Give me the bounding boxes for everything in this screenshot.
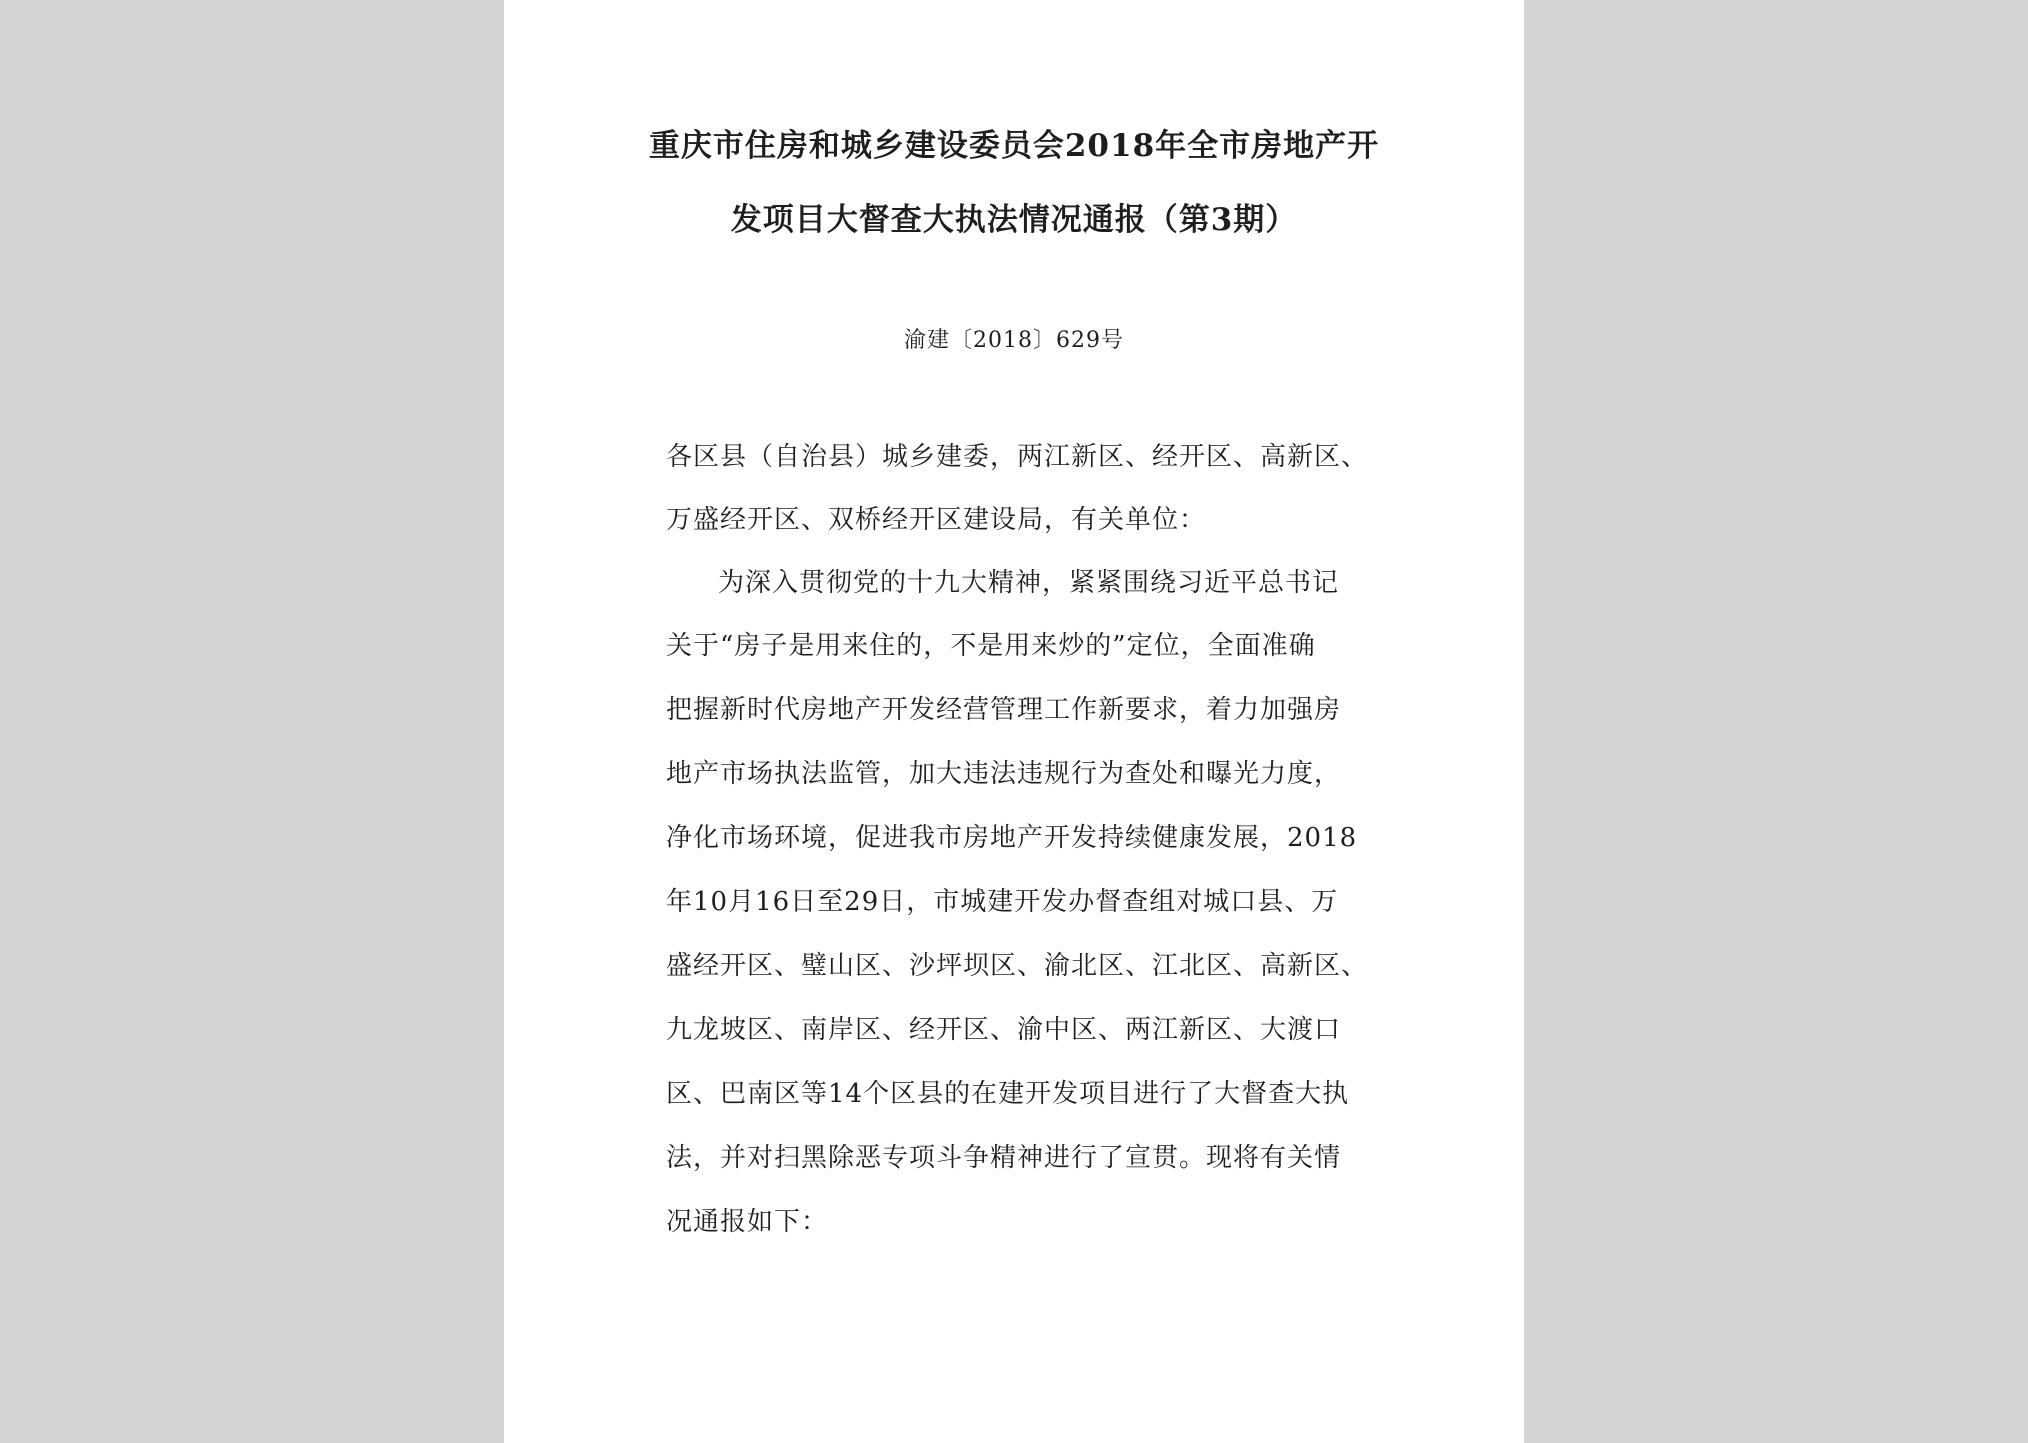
document-title-line-1: 重庆市住房和城乡建设委员会2018年全市房地产开: [648, 128, 1380, 164]
addressee-line-2: 万盛经开区、双桥经开区建设局，有关单位：: [666, 505, 1207, 535]
paragraph-line: 年10月16日至29日，市城建开发办督查组对城口县、万: [666, 887, 1339, 917]
paragraph-line: 关于“房子是用来住的，不是用来炒的”定位，全面准确: [666, 631, 1316, 661]
paragraph-line: 净化市场环境，促进我市房地产开发持续健康发展，2018: [666, 823, 1358, 853]
paragraph-line: 区、巴南区等14个区县的在建开发项目进行了大督查大执: [666, 1079, 1350, 1109]
paragraph-line: 况通报如下：: [666, 1207, 829, 1237]
paragraph-line: 九龙坡区、南岸区、经开区、渝中区、两江新区、大渡口: [666, 1015, 1342, 1045]
paragraph-line: 为深入贯彻党的十九大精神，紧紧围绕习近平总书记: [718, 568, 1340, 598]
document-number: 渝建〔2018〕629号: [904, 328, 1124, 353]
document-page: [504, 0, 1524, 1443]
paragraph-line: 地产市场执法监管，加大违法违规行为查处和曝光力度，: [666, 759, 1342, 789]
document-title-line-2: 发项目大督查大执法情况通报（第3期）: [730, 202, 1298, 238]
addressee-line-1: 各区县（自治县）城乡建委，两江新区、经开区、高新区、: [666, 442, 1369, 472]
paragraph-line: 法，并对扫黑除恶专项斗争精神进行了宣贯。现将有关情: [666, 1143, 1342, 1173]
paragraph-line: 把握新时代房地产开发经营管理工作新要求，着力加强房: [666, 695, 1342, 725]
paragraph-line: 盛经开区、璧山区、沙坪坝区、渝北区、江北区、高新区、: [666, 951, 1369, 981]
